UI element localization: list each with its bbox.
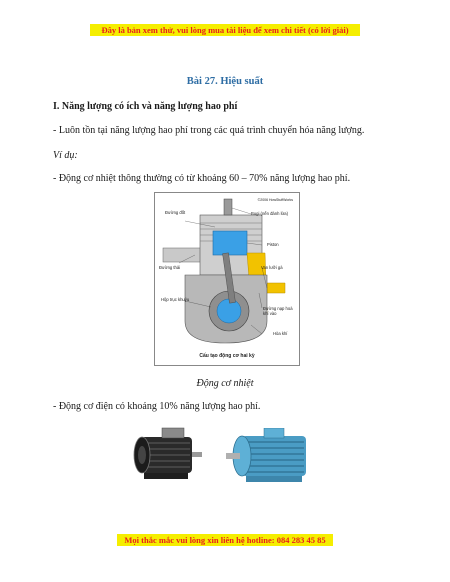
paragraph-loss-always: - Luôn tồn tại năng lượng hao phí trong các quá trình chuyển hóa năng lượng.	[53, 125, 365, 136]
two-stroke-engine-diagram	[154, 192, 300, 366]
engine-illustration	[155, 193, 299, 365]
blue-electric-motor-image	[220, 428, 320, 484]
paragraph-electric-motor: - Động cơ điện có khoảng 10% năng lượng hao phí.	[53, 401, 261, 412]
label-duong-thai: Đường thải	[159, 265, 181, 270]
label-van-luoi-ga: Van lưỡi gà	[261, 265, 283, 270]
paragraph-heat-engine: - Động cơ nhiệt thông thường có từ khoảng 60 – 70% năng lượng hao phí.	[53, 173, 351, 184]
label-piston: Piston	[267, 242, 279, 247]
lesson-title: Bài 27. Hiệu suất	[186, 76, 264, 87]
label-hop-truc-khuyu: Hộp trục khuỷu	[161, 297, 190, 302]
section-heading: I. Năng lượng có ích và năng lượng hao phí	[53, 101, 238, 112]
example-label: Ví dụ:	[53, 150, 78, 161]
black-electric-motor-image	[130, 425, 210, 485]
copyright-label: ©2006 HowStuffWorks	[257, 198, 293, 202]
label-duong-nap: Đường nạp hoà khí vào	[263, 306, 293, 316]
figure-inner-title: Cấu tạo động cơ hai kỳ	[199, 353, 255, 359]
label-hoa-khi: Hòa khí	[273, 331, 288, 336]
preview-banner: Đây là bản xem thử, vui lòng mua tài liệu để xem chi tiết (có lời giải)	[90, 24, 360, 36]
hotline-banner: Mọi thắc mắc vui lòng xin liên hệ hotline: 084 283 45 85	[117, 534, 333, 546]
label-duong-dot: Đường đốt	[165, 210, 186, 215]
label-bugi: Bugi (nến đánh lửa)	[251, 211, 289, 216]
figure-caption: Động cơ nhiệt	[196, 378, 254, 389]
